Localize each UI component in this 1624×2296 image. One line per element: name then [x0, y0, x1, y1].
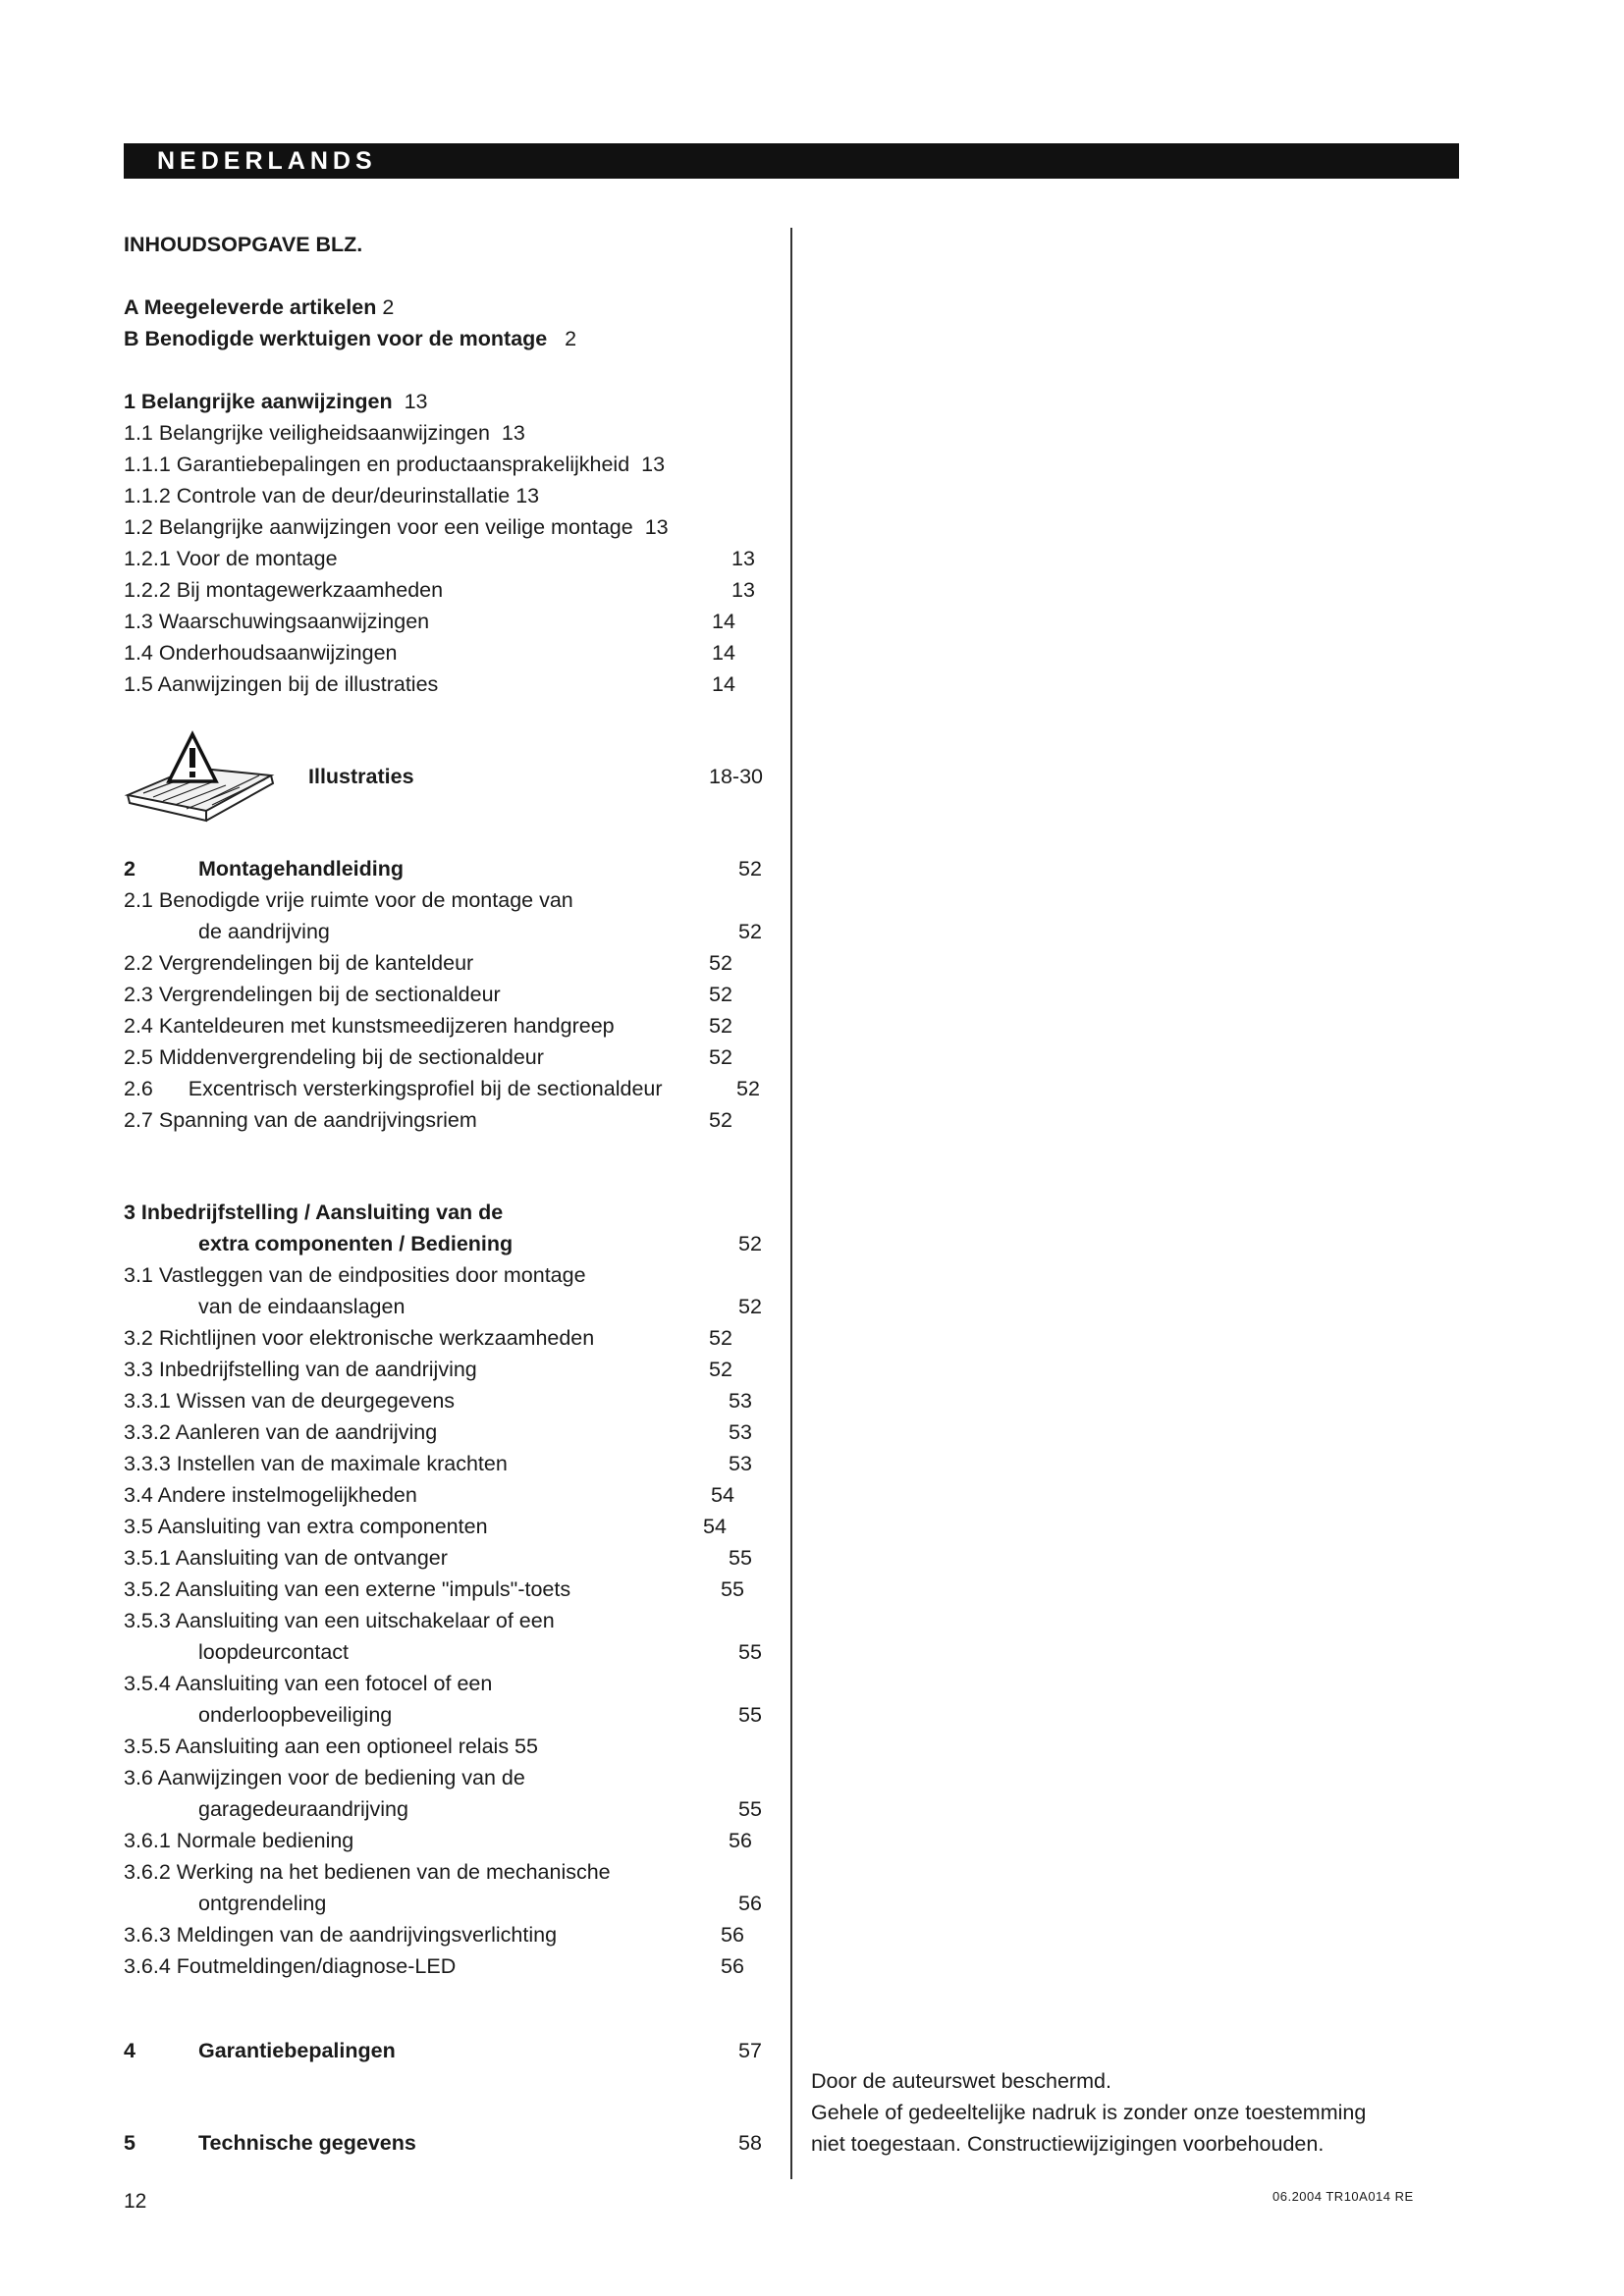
toc-page: 55 [729, 1546, 752, 1570]
toc-entry: garagedeuraandrijving [198, 1797, 408, 1821]
toc-entry: 2.6 Excentrisch versterkingsprofiel bij de sectionaldeur [124, 1077, 663, 1100]
toc-page: 56 [721, 1954, 744, 1978]
language-banner [124, 143, 1459, 179]
toc-page: 52 [709, 1326, 732, 1350]
toc-entry-a: A Meegeleverde artikelen 2 [124, 295, 395, 319]
toc-entry: 3.5.2 Aansluiting van een externe "impuls"-toets [124, 1577, 571, 1601]
toc-page: 13 [731, 547, 755, 570]
toc-entry: 2.7 Spanning van de aandrijvingsriem [124, 1108, 477, 1132]
toc-page: 53 [729, 1452, 752, 1475]
toc-entry: 3.5.3 Aansluiting van een uitschakelaar of een [124, 1609, 555, 1632]
section-2-number: 2 [124, 857, 135, 881]
toc-entry: 3.6.3 Meldingen van de aandrijvingsverlichting [124, 1923, 558, 1947]
notice-line: Gehele of gedeeltelijke nadruk is zonder onze toestemming [811, 2101, 1367, 2124]
section-5-page: 58 [738, 2131, 762, 2155]
toc-entry: 3.6 Aanwijzingen voor de bediening van de [124, 1766, 525, 1789]
toc-page: 56 [721, 1923, 744, 1947]
toc-entry: 1.5 Aanwijzingen bij de illustraties [124, 672, 439, 696]
toc-entry: ontgrendeling [198, 1892, 327, 1915]
toc-entry: 3.5.5 Aansluiting aan een optioneel relais 55 [124, 1735, 538, 1758]
section-3-title-cont: extra componenten / Bediening [198, 1232, 514, 1255]
toc-entry: 3.4 Andere instelmogelijkheden [124, 1483, 417, 1507]
toc-entry: 2.2 Vergrendelingen bij de kanteldeur [124, 951, 474, 975]
toc-page: 52 [738, 920, 762, 943]
document-code: 06.2004 TR10A014 RE [1272, 2189, 1414, 2204]
toc-page: 52 [709, 951, 732, 975]
toc-page: 14 [712, 641, 735, 665]
toc-page: 55 [738, 1797, 762, 1821]
notice-line: niet toegestaan. Constructiewijzigingen voorbehouden. [811, 2132, 1325, 2156]
toc-entry: de aandrijving [198, 920, 330, 943]
toc-entry: 1.1.2 Controle van de deur/deurinstallatie 13 [124, 484, 540, 507]
toc-entry: 1.2 Belangrijke aanwijzingen voor een veilige montage 13 [124, 515, 669, 539]
toc-entry: 1.1.1 Garantiebepalingen en productaansprakelijkheid 13 [124, 453, 666, 476]
toc-section-1: 1 Belangrijke aanwijzingen 13 [124, 390, 428, 413]
toc-entry: 3.1 Vastleggen van de eindposities door montage [124, 1263, 586, 1287]
copyright-notice [811, 2065, 1366, 2160]
illustrations-page: 18-30 [709, 765, 763, 788]
toc-page: 53 [729, 1389, 752, 1413]
column-divider [790, 228, 792, 2179]
toc-entry: 3.3.3 Instellen van de maximale krachten [124, 1452, 508, 1475]
toc-page: 52 [709, 1108, 732, 1132]
toc-page: 53 [729, 1420, 752, 1444]
toc-entry: 3.6.1 Normale bediening [124, 1829, 354, 1852]
toc-page: 54 [703, 1515, 727, 1538]
toc-title: INHOUDSOPGAVE BLZ. [124, 233, 363, 256]
section-2-page: 52 [738, 857, 762, 881]
toc-page: 52 [738, 1295, 762, 1318]
toc-entry: 3.6.4 Foutmeldingen/diagnose-LED [124, 1954, 457, 1978]
toc-page: 14 [712, 610, 735, 633]
section-4-title: Garantiebepalingen [198, 2039, 396, 2062]
section-4-page: 57 [738, 2039, 762, 2062]
toc-entry: 2.3 Vergrendelingen bij de sectionaldeur [124, 983, 501, 1006]
toc-page: 55 [721, 1577, 744, 1601]
illustrations-label: Illustraties [308, 765, 414, 788]
notice-line: Door de auteurswet beschermd. [811, 2069, 1111, 2093]
toc-entry: 2.1 Benodigde vrije ruimte voor de montage van [124, 888, 573, 912]
toc-page: 52 [736, 1077, 760, 1100]
toc-entry: 2.5 Middenvergrendeling bij de sectionaldeur [124, 1045, 544, 1069]
toc-entry: 1.3 Waarschuwingsaanwijzingen [124, 610, 430, 633]
toc-page: 13 [731, 578, 755, 602]
section-2-title: Montagehandleiding [198, 857, 405, 881]
section-3-page: 52 [738, 1232, 762, 1255]
toc-entry: loopdeurcontact [198, 1640, 349, 1664]
toc-page: 52 [709, 983, 732, 1006]
toc-page: 55 [738, 1640, 762, 1664]
toc-page: 56 [738, 1892, 762, 1915]
section-5-title: Technische gegevens [198, 2131, 416, 2155]
toc-page: 14 [712, 672, 735, 696]
toc-entry: van de eindaanslagen [198, 1295, 406, 1318]
toc-entry: 3.2 Richtlijnen voor elektronische werkzaamheden [124, 1326, 595, 1350]
toc-page: 54 [711, 1483, 734, 1507]
toc-entry: 3.3 Inbedrijfstelling van de aandrijving [124, 1358, 477, 1381]
toc-entry: 1.2.1 Voor de montage [124, 547, 338, 570]
toc-entry: onderloopbeveiliging [198, 1703, 393, 1727]
toc-entry: 3.6.2 Werking na het bedienen van de mechanische [124, 1860, 611, 1884]
warning-manual-icon [124, 726, 279, 834]
page-number: 12 [124, 2190, 147, 2213]
toc-entry: 1.2.2 Bij montagewerkzaamheden [124, 578, 444, 602]
toc-page: 52 [709, 1358, 732, 1381]
toc-page: 56 [729, 1829, 752, 1852]
toc-entry: 3.5.1 Aansluiting van de ontvanger [124, 1546, 448, 1570]
toc-entry: 3.5.4 Aansluiting van een fotocel of een [124, 1672, 493, 1695]
toc-entry: 1.1 Belangrijke veiligheidsaanwijzingen 13 [124, 421, 525, 445]
toc-page: 52 [709, 1045, 732, 1069]
toc-entry: 3.3.2 Aanleren van de aandrijving [124, 1420, 438, 1444]
toc-page: 55 [738, 1703, 762, 1727]
section-3-title: 3 Inbedrijfstelling / Aansluiting van de [124, 1201, 504, 1224]
toc-entry: 3.3.1 Wissen van de deurgegevens [124, 1389, 456, 1413]
toc-entry: 2.4 Kanteldeuren met kunstsmeedijzeren handgreep [124, 1014, 615, 1038]
toc-page: 52 [709, 1014, 732, 1038]
toc-entry-b: B Benodigde werktuigen voor de montage 2 [124, 327, 577, 350]
toc-entry: 3.5 Aansluiting van extra componenten [124, 1515, 488, 1538]
toc-entry: 1.4 Onderhoudsaanwijzingen [124, 641, 398, 665]
section-5-number: 5 [124, 2131, 135, 2155]
section-4-number: 4 [124, 2039, 135, 2062]
language-label: NEDERLANDS [157, 147, 377, 175]
